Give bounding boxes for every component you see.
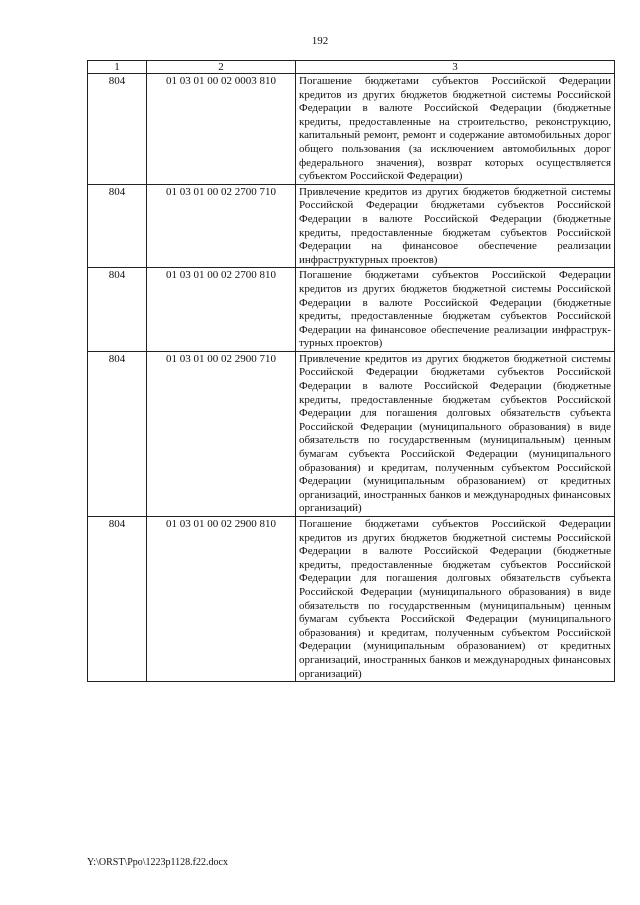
column-header-3: 3 [296,61,615,74]
description-cell: Привлечение кредитов из других бюджетов бюджетной системы Российской Федерации бюджетами субъектов Российской Федерации в валюте Российской Федерации (бюджетные кредиты, предоставленные бюджетам субъектов Российской Федерации на финансовое обеспечение реализации инфраструктурных проектов) [296,184,615,268]
table-row [88,268,615,352]
page-number: 192 [311,35,329,47]
table-row [88,74,615,185]
description-cell: Погашение бюджетами субъектов Российской Федерации кредитов из других бюджетов бюджетной системы Российской Федерации в валюте Российской Федерации (бюджетные кредиты, предоставленные бюджетам субъектов Российской Федерации на финансовое обеспечение реализации инфраструк-турных проектов) [296,268,615,352]
admin-code-cell: 804 [88,74,147,185]
admin-code-cell: 804 [88,351,147,516]
column-header-2: 2 [147,61,296,74]
description-cell: Погашение бюджетами субъектов Российской Федерации кредитов из других бюджетов бюджетной системы Российской Федерации в валюте Российской Федерации (бюджетные кредиты, предоставленные бюджетам субъектов Российской Федерации для погашения долговых обязательств субъекта Российской Федерации (муниципального образования) в виде обязательств по государственным (муниципальным) ценным бумагам субъекта Российской Федерации (муниципального образования) и кредитам, полученным субъектом Российской Федерации (муниципальным образованием) от кредитных организаций, иностранных банков и международных финансовых организаций) [296,517,615,682]
column-header-1: 1 [88,61,147,74]
admin-code-cell: 804 [88,268,147,352]
footer-file-path: Y:\ORST\Ppo\1223p1128.f22.docx [87,857,228,868]
description-cell: Привлечение кредитов из других бюджетов бюджетной системы Российской Федерации бюджетами субъектов Российской Федерации в валюте Российской Федерации (бюджетные кредиты, предоставленные бюджетам субъектов Российской Федерации для погашения долговых обязательств субъекта Российской Федерации (муниципального образования) в виде обязательств по государственным (муниципальным) ценным бумагам субъекта Российской Федерации (муниципального образования) и кредитам, полученным субъектом Российской Федерации (муниципальным образованием) от кредитных организаций, иностранных банков и международных финансовых организаций) [296,351,615,516]
table-row [88,184,615,268]
description-cell: Погашение бюджетами субъектов Российской Федерации кредитов из других бюджетов бюджетной системы Российской Федерации в валюте Российской Федерации (бюджетные кредиты, предоставленные на строительство, реконструкцию, капитальный ремонт, ремонт и содержание автомобильных дорог общего пользования (за исключением автомобильных дорог федерального значения), возврат которых осуществляется субъектом Российской Федерации) [296,74,615,185]
budget-classification-table [87,60,615,682]
classification-code-cell: 01 03 01 00 02 0003 810 [147,74,296,185]
admin-code-cell: 804 [88,517,147,682]
classification-code-cell: 01 03 01 00 02 2700 710 [147,184,296,268]
classification-code-cell: 01 03 01 00 02 2900 710 [147,351,296,516]
table-row [88,517,615,682]
classification-code-cell: 01 03 01 00 02 2700 810 [147,268,296,352]
table-row [88,351,615,516]
admin-code-cell: 804 [88,184,147,268]
classification-code-cell: 01 03 01 00 02 2900 810 [147,517,296,682]
table-header-row [88,61,615,74]
